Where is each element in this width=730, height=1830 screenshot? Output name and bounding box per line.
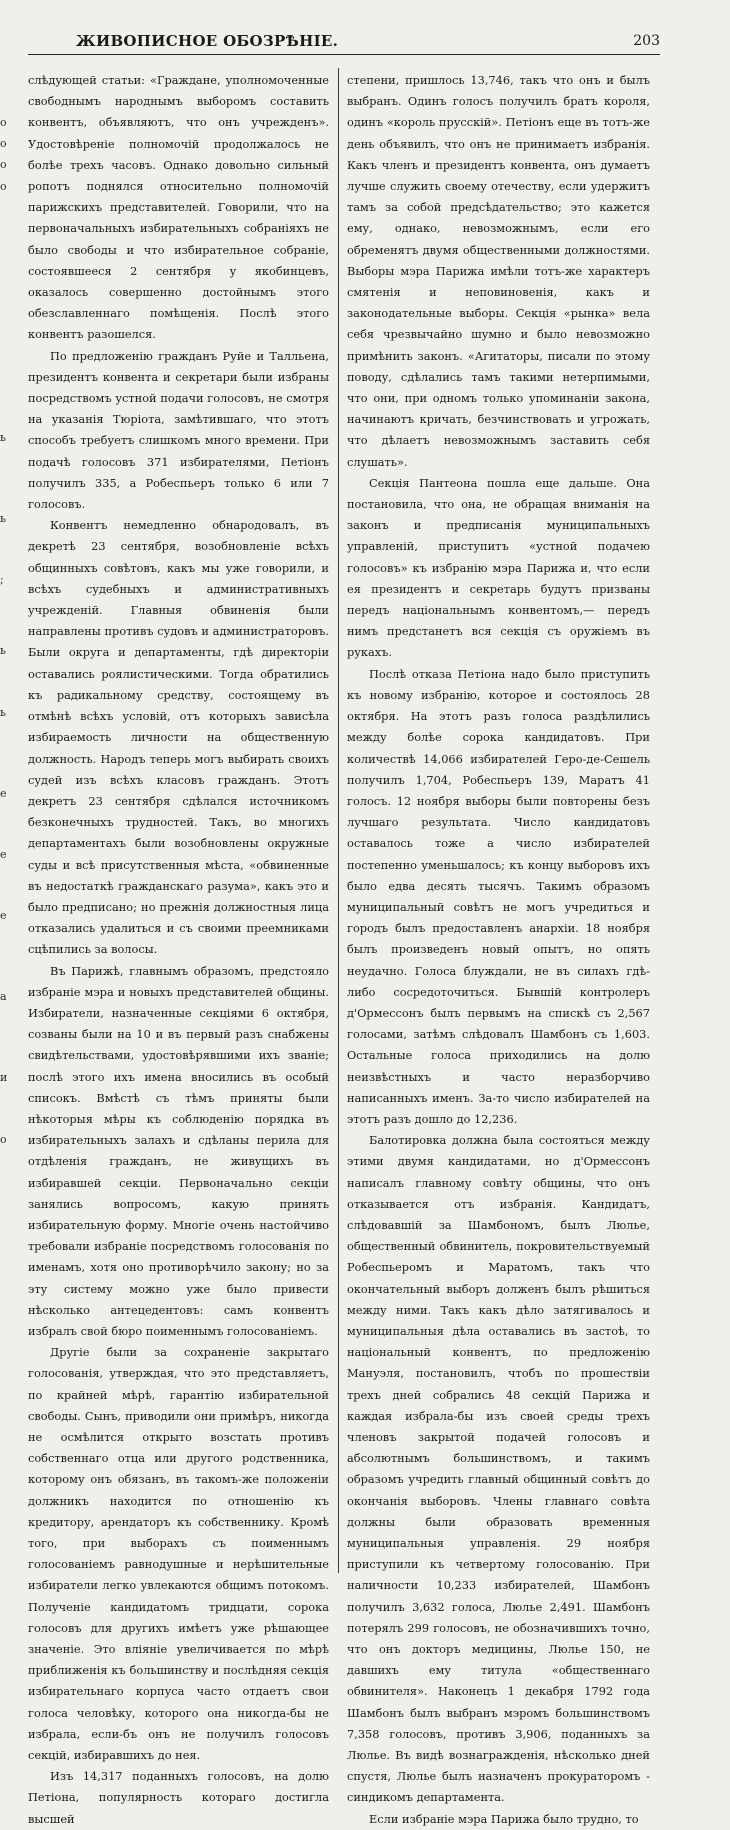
edge-mark: ь	[0, 430, 6, 444]
edge-mark: ;	[0, 573, 4, 587]
paragraph: Послѣ отказа Петіона надо было приступить къ новому избранію, которое и состоялось 28 октября. На этотъ разъ голоса раздѣлились между болѣе сорока кандидатовъ. При количествѣ 14,066 избирателей Геро-де-Сешель получилъ 1,704, Робеспьеръ 139, Маратъ 41 голосъ. 12 ноября выборы были повторены безъ лучшаго результата. Число кандидатовъ оставалось тоже а число избирателей постепенно уменьшалось; къ концу выборовъ ихъ было едва десять тысячъ. Такимъ образомъ муниципальный совѣтъ не могъ учредиться и городъ былъ предоставленъ анархіи. 18 ноября былъ произведенъ новый опытъ, но опять неудачно. Голоса блуждали, не въ силахъ гдѣ-либо сосредоточиться. Бывшій контролеръ д'Ормессонъ былъ первымъ на спискѣ съ 2,567 голосами, затѣмъ слѣдовалъ Шамбонъ съ 1,603. Остальные голоса приходились на долю неизвѣстныхъ и часто неразборчиво написанныхъ именъ. За-то число избирателей на этотъ разъ дошло до 12,236.	[347, 666, 650, 1126]
bleed-letters-left-edge	[0, 70, 10, 1150]
edge-mark: ь	[0, 511, 6, 525]
edge-mark: о	[0, 116, 7, 129]
right-text-column	[347, 70, 650, 1830]
edge-mark: е	[0, 786, 7, 800]
edge-mark: о	[0, 158, 7, 172]
paragraph: слѣдующей статьи: «Граждане, уполномоченные свободнымъ народнымъ выборомъ составить конвентъ, объявляютъ, что онъ учрежденъ». Удостовѣреніе полномочій продолжалось не болѣе трехъ часовъ. Однако довольно сильный ропотъ поднялся относительно полномочій парижскихъ представителей. Говорили, что на первоначальныхъ избирательныхъ собраніяхъ не было свободы и что избирательное собраніе, состоявшееся 2 сентября у якобинцевъ, оказалось совершенно достойнымъ этого обезславленнаго помѣщенія. Послѣ этого конвентъ разошелся.	[28, 73, 329, 342]
paragraph: Если избраніе мэра Парижа было трудно, то	[369, 1811, 639, 1826]
paragraph: Другіе были за сохраненіе закрытаго голосованія, утверждая, что это представляетъ, по крайней мѣрѣ, гарантію избирательной свободы. Сынъ, приводили они примѣръ, никогда не осмѣлится открыто возстать противъ собственнаго отца или другого родственника, которому онъ обязанъ, въ такомъ-же положеніи должникъ находится по отношенію къ кредитору, арендаторъ къ собственнику. Кромѣ того, при выборахъ съ поименнымъ голосованіемъ равнодушные и нерѣшительные избиратели легко увлекаются общимъ потокомъ. Полученіе кандидатомъ тридцати, сорока голосовъ для другихъ имѣетъ уже рѣшающее значеніе. Это вліяніе увеличивается по мѣрѣ приближенія къ большинству и послѣдняя секція избирательнаго корпуса часто отдаетъ свои голоса человѣку, которого она никогда-бы не избрала, если-бъ онъ не получилъ голосовъ секцій, избиравшихъ до нея.	[28, 1345, 329, 1763]
paragraph: По предложенію гражданъ Руйе и Талльена, президентъ конвента и секретари были избраны посредствомъ устной подачи голосовъ, не смотря на указанія Тюріота, замѣтившаго, что этотъ способъ требуетъ слишкомъ много времени. При подачѣ голосовъ 371 избирателями, Петіонъ получилъ 335, а Робеспьеръ только 6 или 7 голосовъ.	[28, 348, 329, 512]
paragraph: Конвентъ немедленно обнародовалъ, въ декретѣ 23 сентября, возобновленіе всѣхъ общинныхъ совѣтовъ, какъ мы уже говорили, и всѣхъ судебныхъ и административныхъ учрежденій. Главныя обвиненія были направлены противъ судовъ и администраторовъ. Были округа и департаменты, гдѣ директоріи оставались роялистическими. Тогда обратились къ радикальному средству, состоящему въ отмѣнѣ всѣхъ условій, отъ которыхъ зависѣла избираемость личности на общественную должность. Народъ теперь могъ выбирать своихъ судей изъ всѣхъ класовъ гражданъ. Этотъ декретъ 23 сентября сдѣлался источникомъ безконечныхъ трудностей. Такъ, во многихъ департаментахъ были возобновлены окружные суды и всѣ присутственныя мѣста, «обвиненные въ недостаткѣ гражданскаго разума», какъ это и было предписано; но прежнія должностныя лица отказались удалиться и съ своими преемниками сцѣпились за волосы.	[28, 518, 329, 957]
paragraph: Изъ 14,317 поданныхъ голосовъ, на долю Петіона, популярность котораго достигла высшей	[28, 1769, 329, 1826]
paragraph: Балотировка должна была состояться между этими двумя кандидатами, но д'Ормессонъ написалъ главному совѣту общины, что онъ отказывается отъ избранія. Кандидатъ, слѣдовавшій за Шамбономъ, былъ Люлье, общественный обвинитель, покровительствуемый Робеспьеромъ и Маратомъ, такъ что окончательный выборъ долженъ былъ рѣшиться между ними. Такъ какъ дѣло затягивалось и муниципальныя дѣла оставались въ застоѣ, то національный конвентъ, по предложенію Мануэля, постановилъ, чтобъ по прошествіи трехъ дней собрались 48 секцій Парижа и каждая избрала-бы изъ своей среды трехъ членовъ закрытой подачей голосовъ и абсолютнымъ большинствомъ, и такимъ образомъ учредить главный общинный совѣтъ до окончанія выборовъ. Члены главнаго совѣта должны были образовать временныя муниципальныя управленія. 29 ноября приступили къ четвертому голосованію. При наличности 10,233 избирателей, Шамбонъ получилъ 3,632 голоса, Люлье 2,491. Шамбонъ потерялъ 299 голосовъ, не обозначившихъ точно, что онъ докторъ медицины, Люлье 150, не давшихъ ему титула «общественнаго обвинителя». Наконецъ 1 декабря 1792 года Шамбонъ былъ выбранъ мэромъ большинствомъ 7,358 голосовъ, противъ 3,906, поданныхъ за Люлье. Въ видѣ вознагражденія, нѣсколько дней спустя, Люлье былъ назначенъ прокураторомъ - синдикомъ департамента.	[347, 1133, 650, 1805]
edge-mark: о	[0, 179, 7, 193]
journal-title: ЖИВОПИСНОЕ ОБОЗРѢНІЕ.	[76, 32, 339, 50]
edge-mark: а	[0, 990, 7, 1004]
edge-mark: ь	[0, 705, 6, 719]
paragraph: степени, пришлось 13,746, такъ что онъ и былъ выбранъ. Одинъ голосъ получилъ братъ короля, одинъ «король прусскій». Петіонъ еще въ тотъ-же день объявилъ, что онъ не принимаетъ избранія. Какъ членъ и президентъ конвента, онъ думаетъ лучше служить своему отечеству, если удержитъ тамъ за собой предсѣдательство; это кажется ему, однако, невозможнымъ, если его обременятъ двумя общественными должностями. Выборы мэра Парижа имѣли тотъ-же характеръ смятенія и неповиновенія, какъ и законодательные выборы. Секція «рынка» вела себя чрезвычайно шумно и было невозможно примѣнить законъ. «Агитаторы, писали по этому поводу, сдѣлались тамъ такими нетерпимыми, что они, при одномъ только упоминаніи закона, начинаютъ кричать, безчинствовать и угрожать, что дѣлаетъ невозможнымъ заставить себя слушать».	[347, 73, 650, 469]
edge-mark: о	[0, 1132, 7, 1146]
edge-mark: о	[0, 137, 7, 151]
left-text-column	[28, 70, 329, 1830]
paragraph: Секція Пантеона пошла еще дальше. Она постановила, что она, не обращая вниманія на законъ и предписанія муниципальныхъ управленій, приступитъ «устной подачею голосовъ» къ избранію мэра Парижа и, что если ея президентъ и секретарь будутъ призваны передъ національнымъ конвентомъ,— передъ нимъ предстанетъ вся секція съ оружіемъ въ рукахъ.	[347, 475, 650, 660]
page-number: 203	[633, 33, 660, 49]
edge-mark: е	[0, 847, 7, 861]
edge-mark: и	[0, 1071, 8, 1085]
running-header	[28, 30, 660, 55]
column-divider	[338, 68, 339, 1573]
edge-mark: ь	[0, 644, 6, 658]
edge-mark: е	[0, 909, 7, 923]
paragraph: Въ Парижѣ, главнымъ образомъ, предстояло избраніе мэра и новыхъ представителей общины. Избиратели, назначенные секціями 6 октября, созваны были на 10 и въ первый разъ снабжены свидѣтельствами, удостовѣрявшими ихъ званіе; послѣ этого ихъ имена вносились въ особый списокъ. Вмѣстѣ съ тѣмъ приняты были нѣкоторыя мѣры къ соблюденію порядка въ избирательныхъ залахъ и сдѣланы перила для отдѣленія гражданъ, не живущихъ въ избиравшей секціи. Первоначально секціи занялись вопросомъ, какую принять избирательную форму. Многіе очень настойчиво требовали избраніе посредствомъ голосованія по именамъ, хотя оно противорѣчило закону; но за эту систему можно уже было привести нѣсколько антецедентовъ: самъ конвентъ избралъ свой бюро поименнымъ голосованіемъ.	[28, 963, 329, 1338]
